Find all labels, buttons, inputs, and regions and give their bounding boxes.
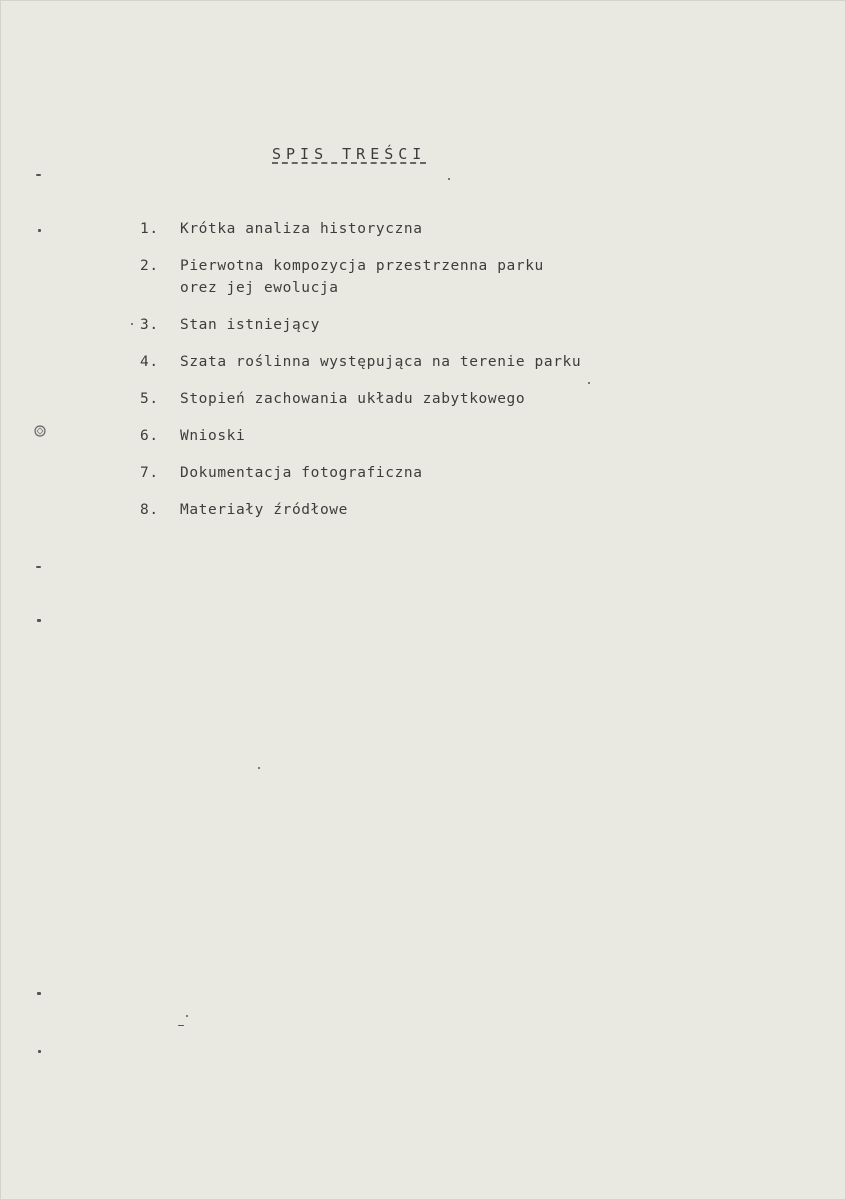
- toc-item-text: Dokumentacja fotograficzna: [180, 465, 423, 481]
- scan-mark: [37, 992, 41, 995]
- toc-item: [140, 462, 581, 484]
- toc-item-number: 3.: [140, 317, 159, 333]
- toc-item: [140, 425, 581, 447]
- scan-mark: [36, 566, 41, 568]
- toc-item-number: 2.: [140, 258, 159, 274]
- toc-item-number: 7.: [140, 465, 159, 481]
- scan-mark: [38, 229, 41, 232]
- toc-item-text: Materiały źródłowe: [180, 502, 348, 518]
- toc-item-number: 4.: [140, 354, 159, 370]
- scan-mark: [36, 174, 41, 176]
- toc-item: [140, 499, 581, 521]
- scan-mark: [258, 767, 260, 769]
- table-of-contents: [140, 218, 581, 536]
- toc-item: [140, 388, 581, 410]
- toc-item-text: Wnioski: [180, 428, 246, 444]
- document-title: SPIS TREŚCI: [272, 145, 427, 163]
- toc-item: [140, 314, 581, 336]
- toc-item: [140, 255, 581, 299]
- toc-item-number: 6.: [140, 428, 159, 444]
- toc-item-number: 1.: [140, 221, 159, 237]
- stamp-icon: [33, 424, 47, 438]
- scan-mark: [186, 1015, 188, 1017]
- toc-item-number: 8.: [140, 502, 159, 518]
- toc-item-number: 5.: [140, 391, 159, 407]
- scan-mark: [448, 178, 450, 180]
- toc-item-text: Stopień zachowania układu zabytkowego: [180, 391, 526, 407]
- scan-mark: [37, 619, 41, 622]
- toc-item-text: Szata roślinna występująca na terenie parku: [180, 354, 582, 370]
- toc-item-text: Stan istniejący: [180, 317, 320, 333]
- toc-item-text: Krótka analiza historyczna: [180, 221, 423, 237]
- scan-mark: [588, 382, 590, 384]
- scan-mark: [131, 323, 133, 325]
- toc-item: [140, 218, 581, 240]
- scan-mark: [178, 1025, 184, 1026]
- toc-item: [140, 351, 581, 373]
- toc-item-text: Pierwotna kompozycja przestrzenna parku orez jej ewolucja: [180, 258, 544, 296]
- scan-mark: [38, 1050, 41, 1053]
